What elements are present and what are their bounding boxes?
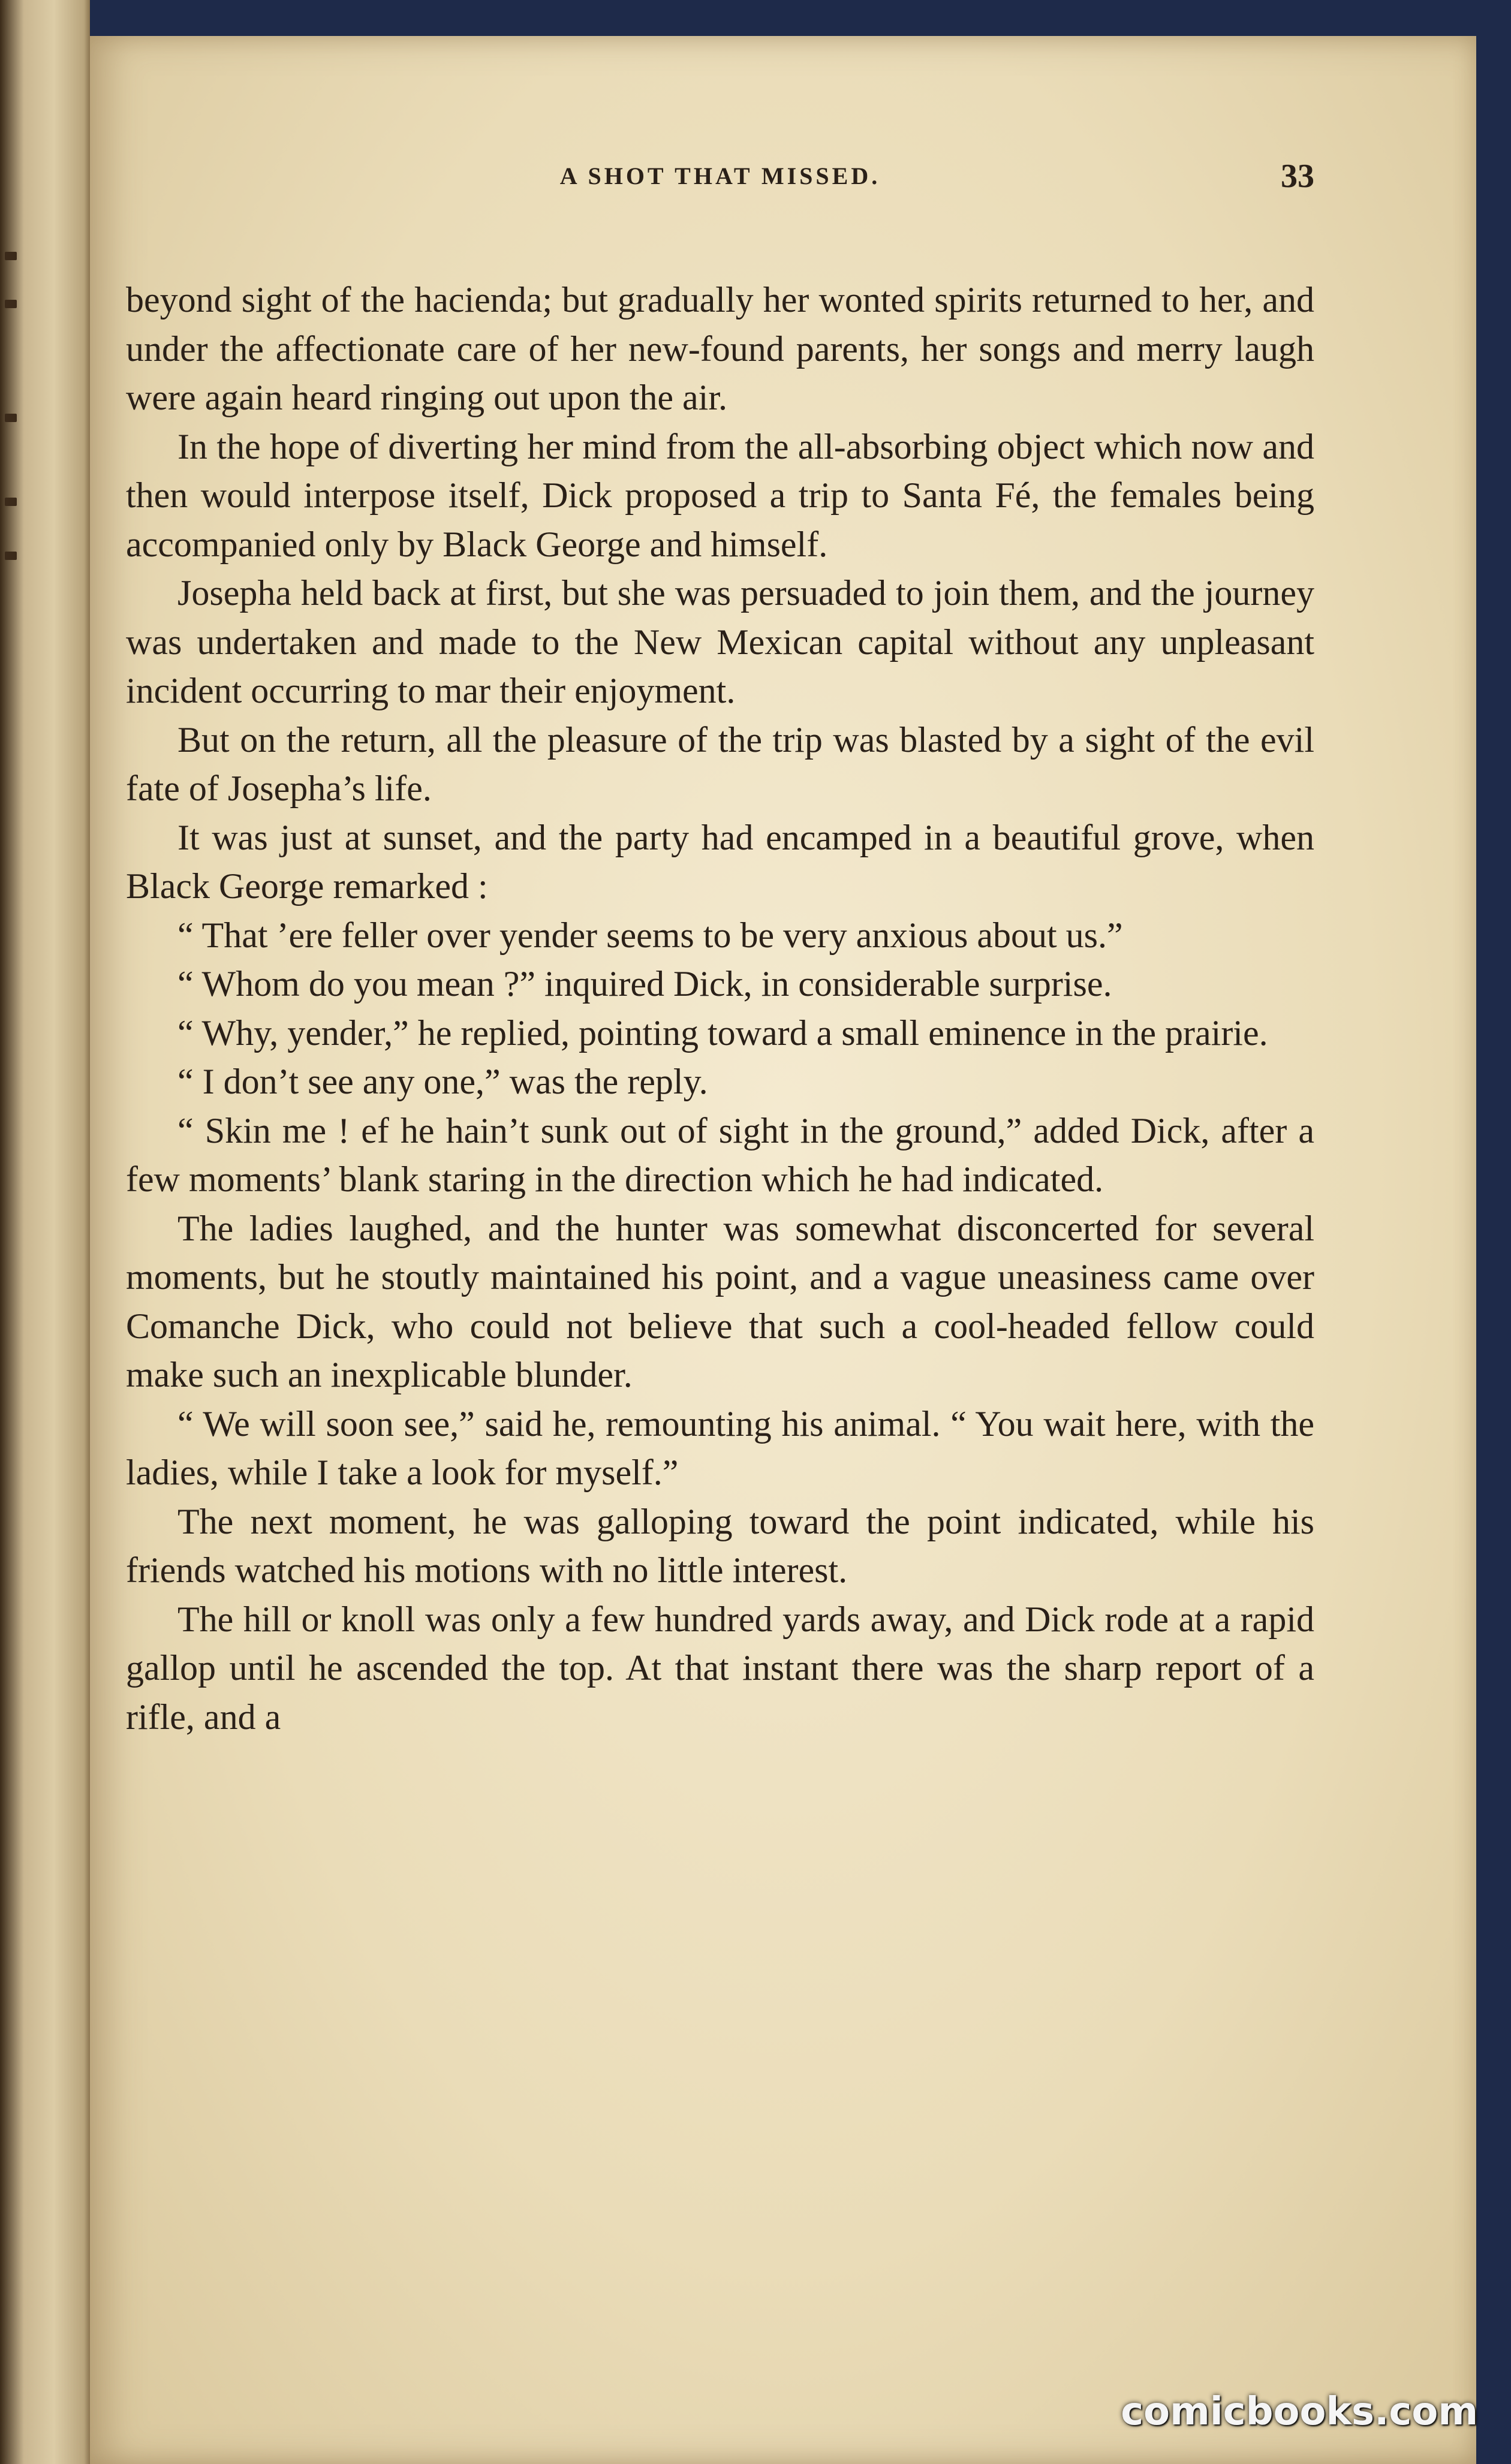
paragraph: The hill or knoll was only a few hundred yards away, and Dick rode at a rapid gallop until he ascended the top. At that instant there was the sharp report of a rifle, and a — [126, 1599, 1314, 1737]
body-text — [126, 276, 1314, 1742]
paragraph: “ I don’t see any one,” was the reply. — [177, 1062, 708, 1101]
paragraph: “ Skin me ! ef he hain’t sunk out of sight in the ground,” added Dick, after a few moments’ blank staring in the direction which he had indicated. — [126, 1110, 1314, 1199]
page-header — [126, 158, 1314, 210]
paragraph: Josepha held back at first, but she was persuaded to join them, and the journey was undertaken and made to the New Mexican capital without any unpleasant incident occurring to mar their enjoyment. — [126, 573, 1314, 710]
running-title: A SHOT THAT MISSED. — [559, 162, 881, 189]
page-number: 33 — [1281, 158, 1314, 195]
paragraph: beyond sight of the hacienda; but gradually her wonted spirits returned to her, and under the affectionate care of her new-found parents, her songs and merry laugh were again heard ringing out upon the air. — [126, 280, 1314, 417]
paragraph: “ Whom do you mean ?” inquired Dick, in considerable surprise. — [177, 964, 1112, 1004]
facing-page-fragment — [5, 300, 17, 308]
paragraph: “ We will soon see,” said he, remounting his animal. “ You wait here, with the ladies, while I take a look for myself.” — [126, 1403, 1314, 1492]
paragraph: “ Why, yender,” he replied, pointing toward a small eminence in the prairie. — [177, 1013, 1268, 1053]
facing-page-fragment — [5, 252, 17, 260]
paragraph: It was just at sunset, and the party had encamped in a beautiful grove, when Black George remarked : — [126, 817, 1314, 906]
book-page — [90, 36, 1476, 2464]
paragraph: But on the return, all the pleasure of the trip was blasted by a sight of the evil fate of Josepha’s life. — [126, 719, 1314, 808]
paragraph: “ That ’ere feller over yender seems to be very anxious about us.” — [177, 915, 1123, 955]
facing-page-fragment — [5, 414, 17, 422]
facing-page-edge — [0, 0, 90, 2464]
paragraph: The next moment, he was galloping toward the point indicated, while his friends watched his motions with no little interest. — [126, 1501, 1314, 1590]
facing-page-fragment — [5, 498, 17, 506]
paragraph: In the hope of diverting her mind from the all-absorbing object which now and then would interpose itself, Dick proposed a trip to Santa Fé, the females being accompanied only by Black George and himself. — [126, 426, 1314, 564]
paragraph: The ladies laughed, and the hunter was somewhat disconcerted for several moments, but he stoutly maintained his point, and a vague uneasiness came over Comanche Dick, who could not believe that such a cool-headed fellow could make such an inexplicable blunder. — [126, 1208, 1314, 1394]
watermark: comicbooks.com — [1121, 2390, 1478, 2434]
facing-page-fragment — [5, 552, 17, 560]
